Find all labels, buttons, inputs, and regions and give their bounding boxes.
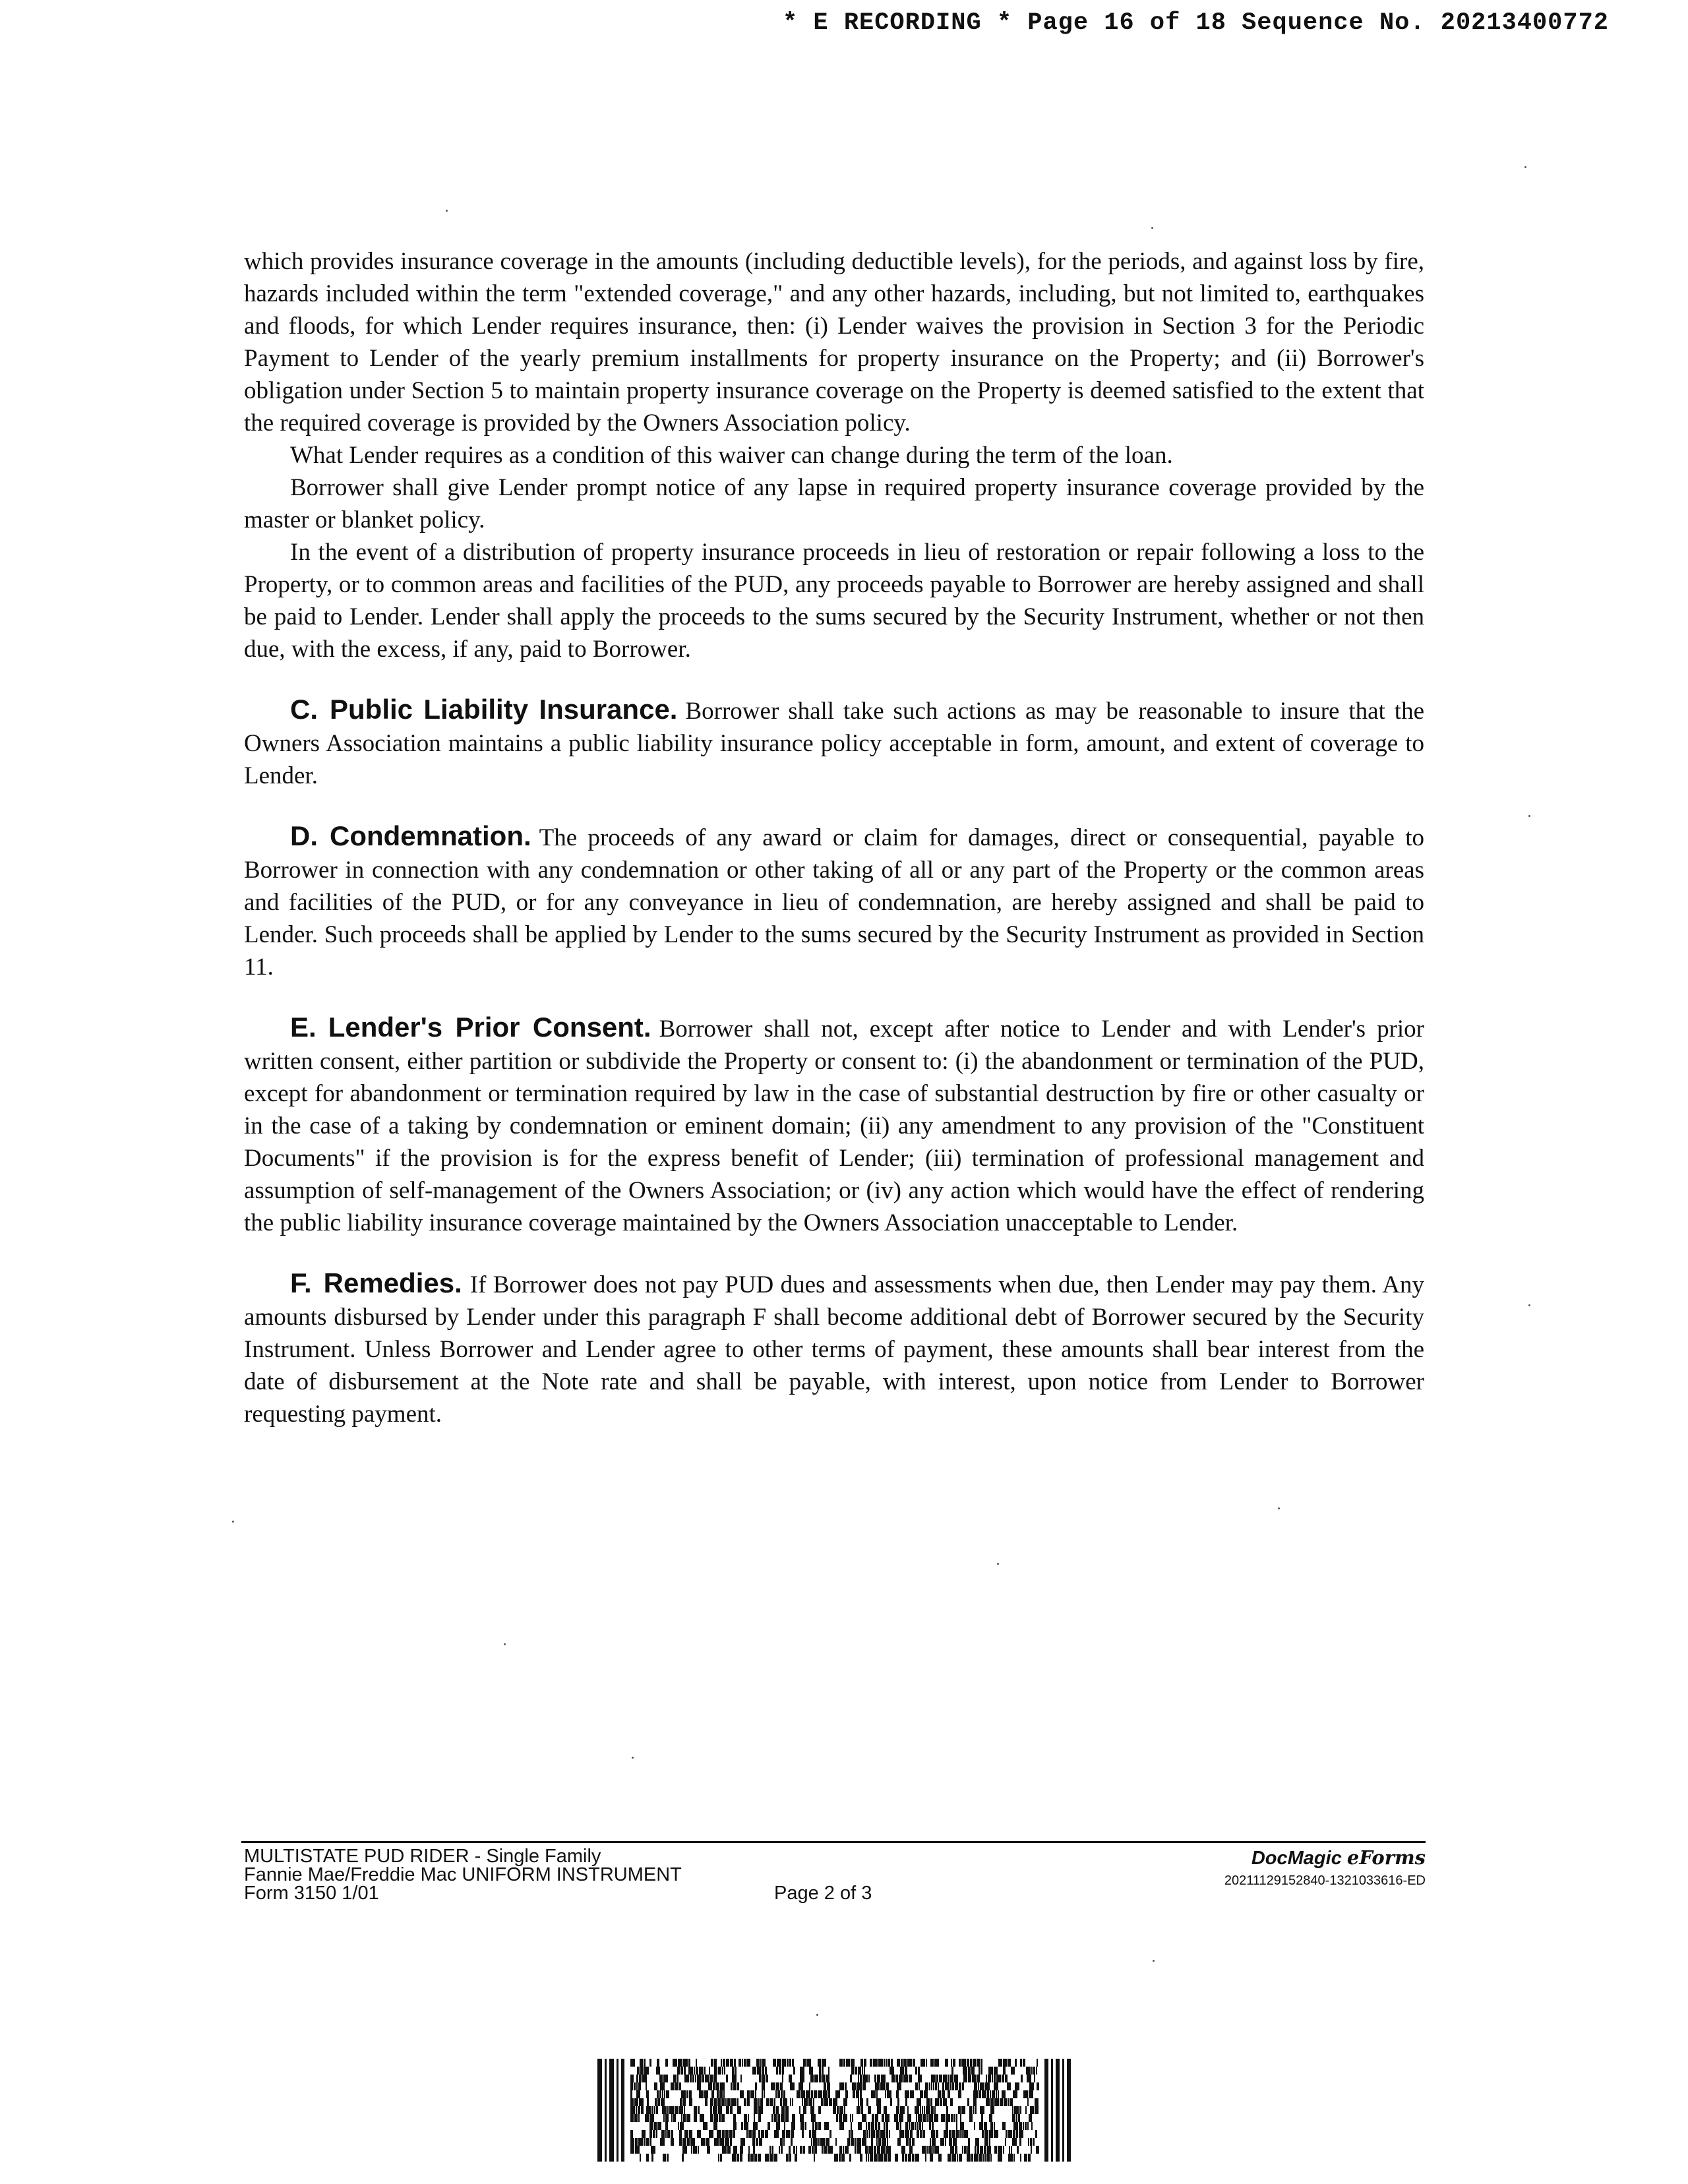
footer-page-number: Page 2 of 3 bbox=[774, 1883, 872, 1904]
section-c-title: Public Liability Insurance. bbox=[330, 694, 678, 725]
footer-instrument-name: Fannie Mae/Freddie Mac UNIFORM INSTRUMENT bbox=[244, 1864, 682, 1885]
footer-form-id: 20211129152840-1321033616-ED bbox=[1224, 1873, 1426, 1888]
footer-form-info bbox=[244, 1847, 682, 1902]
section-c-letter: C. bbox=[290, 694, 318, 725]
scan-speck bbox=[1528, 815, 1530, 817]
scan-speck bbox=[446, 210, 448, 212]
scan-speck bbox=[1528, 1304, 1530, 1306]
paragraph-waiver-condition: What Lender requires as a condition of this waiver can change during the term of the loan. bbox=[290, 442, 1173, 469]
paragraph-lapse-notice: Borrower shall give Lender prompt notice of any lapse in required property insurance coverage provided by the master or blanket policy. bbox=[244, 474, 1424, 533]
scan-speck bbox=[1151, 227, 1153, 229]
section-f-remedies bbox=[244, 1267, 1424, 1430]
footer-rider-title: MULTISTATE PUD RIDER - Single Family bbox=[244, 1846, 601, 1867]
scan-speck bbox=[232, 1521, 234, 1523]
scan-speck bbox=[504, 1643, 506, 1645]
brand-eforms: eForms bbox=[1346, 1846, 1426, 1869]
paragraph-insurance-waiver: which provides insurance coverage in the amounts (including deductible levels), for the periods, and against loss by fire, hazards included within the term "extended coverage," and any other hazards, including, but not limited to, earthquakes and floods, for which Lender requires insurance, then: (i) Lender waives the provision in Section 3 for the Periodic Payment to Lender of the yearly premium installments for property insurance on the Property; and (ii) Borrower's obligation under Section 5 to maintain property insurance coverage on the Property is deemed satisfied to the extent that the required coverage is provided by the Owners Association policy. bbox=[244, 248, 1424, 437]
scan-speck bbox=[632, 1757, 634, 1759]
section-d-letter: D. bbox=[290, 820, 318, 851]
recording-header: * E RECORDING * Page 16 of 18 Sequence No. 20213400772 bbox=[783, 9, 1609, 37]
barcode-graphic bbox=[597, 2059, 1072, 2162]
section-f-letter: F. bbox=[290, 1267, 312, 1298]
section-e-title: Lender's Prior Consent. bbox=[328, 1012, 651, 1043]
docmagic-logo bbox=[1224, 1848, 1426, 1867]
scan-speck bbox=[1278, 1507, 1280, 1509]
scan-speck bbox=[1524, 166, 1526, 168]
section-d-condemnation bbox=[244, 820, 1424, 983]
section-e-text: Borrower shall not, except after notice to Lender and with Lender's prior written consent, either partition or subdivide the Property or consent to: (i) the abandonment or termination of the PUD, except for abandonment or termination required by law in the case of substantial destruction by fire or other casualty or in the case of a taking by condemnation or eminent domain; (ii) any amendment to any provision of the "Constituent Documents" if the provision is for the express benefit of Lender; (iii) termination of professional management and assumption of self-management of the Owners Association; or (iv) any action which would have the effect of rendering the public liability insurance coverage maintained by the Owners Association unacceptable to Lender. bbox=[244, 1016, 1424, 1236]
section-e-prior-consent bbox=[244, 1011, 1424, 1239]
section-c-public-liability bbox=[244, 693, 1424, 792]
document-footer bbox=[241, 1841, 1426, 1904]
footer-form-number: Form 3150 1/01 bbox=[244, 1883, 379, 1904]
scan-speck bbox=[816, 2014, 818, 2016]
section-e-letter: E. bbox=[290, 1012, 316, 1043]
section-c-text: Borrower shall take such actions as may be reasonable to insure that the Owners Association maintains a public liability insurance policy acceptable in form, amount, and extent of coverage to Lender. bbox=[244, 698, 1424, 789]
scan-speck bbox=[997, 1563, 999, 1565]
footer-brand-block bbox=[1224, 1848, 1426, 1890]
scan-speck bbox=[1153, 1960, 1155, 1962]
paragraph-proceeds-distribution: In the event of a distribution of property insurance proceeds in lieu of restoration or repair following a loss to the Property, or to common areas and facilities of the PUD, any proceeds payable to Borrower are hereby assigned and shall be paid to Lender. Lender shall apply the proceeds to the sums secured by the Security Instrument, whether or not then due, with the excess, if any, paid to Borrower. bbox=[244, 539, 1424, 663]
section-d-title: Condemnation. bbox=[330, 820, 531, 851]
section-f-title: Remedies. bbox=[323, 1267, 462, 1298]
brand-docmagic: DocMagic bbox=[1251, 1848, 1342, 1869]
section-f-text: If Borrower does not pay PUD dues and assessments when due, then Lender may pay them. Any amounts disbursed by Lender under this paragraph F shall become additional debt of Borrower secured by the Security Instrument. Unless Borrower and Lender agree to other terms of payment, these amounts shall bear interest from the date of disbursement at the Note rate and shall be payable, with interest, upon notice from Lender to Borrower requesting payment. bbox=[244, 1271, 1424, 1428]
section-d-text: The proceeds of any award or claim for damages, direct or consequential, payable to Borrower in connection with any condemnation or other taking of all or any part of the Property or the common areas and facilities of the PUD, or for any conveyance in lieu of condemnation, are hereby assigned and shall be paid to Lender. Such proceeds shall be applied by Lender to the sums secured by the Security Instrument as provided in Section 11. bbox=[244, 824, 1424, 981]
document-body bbox=[244, 245, 1424, 1430]
